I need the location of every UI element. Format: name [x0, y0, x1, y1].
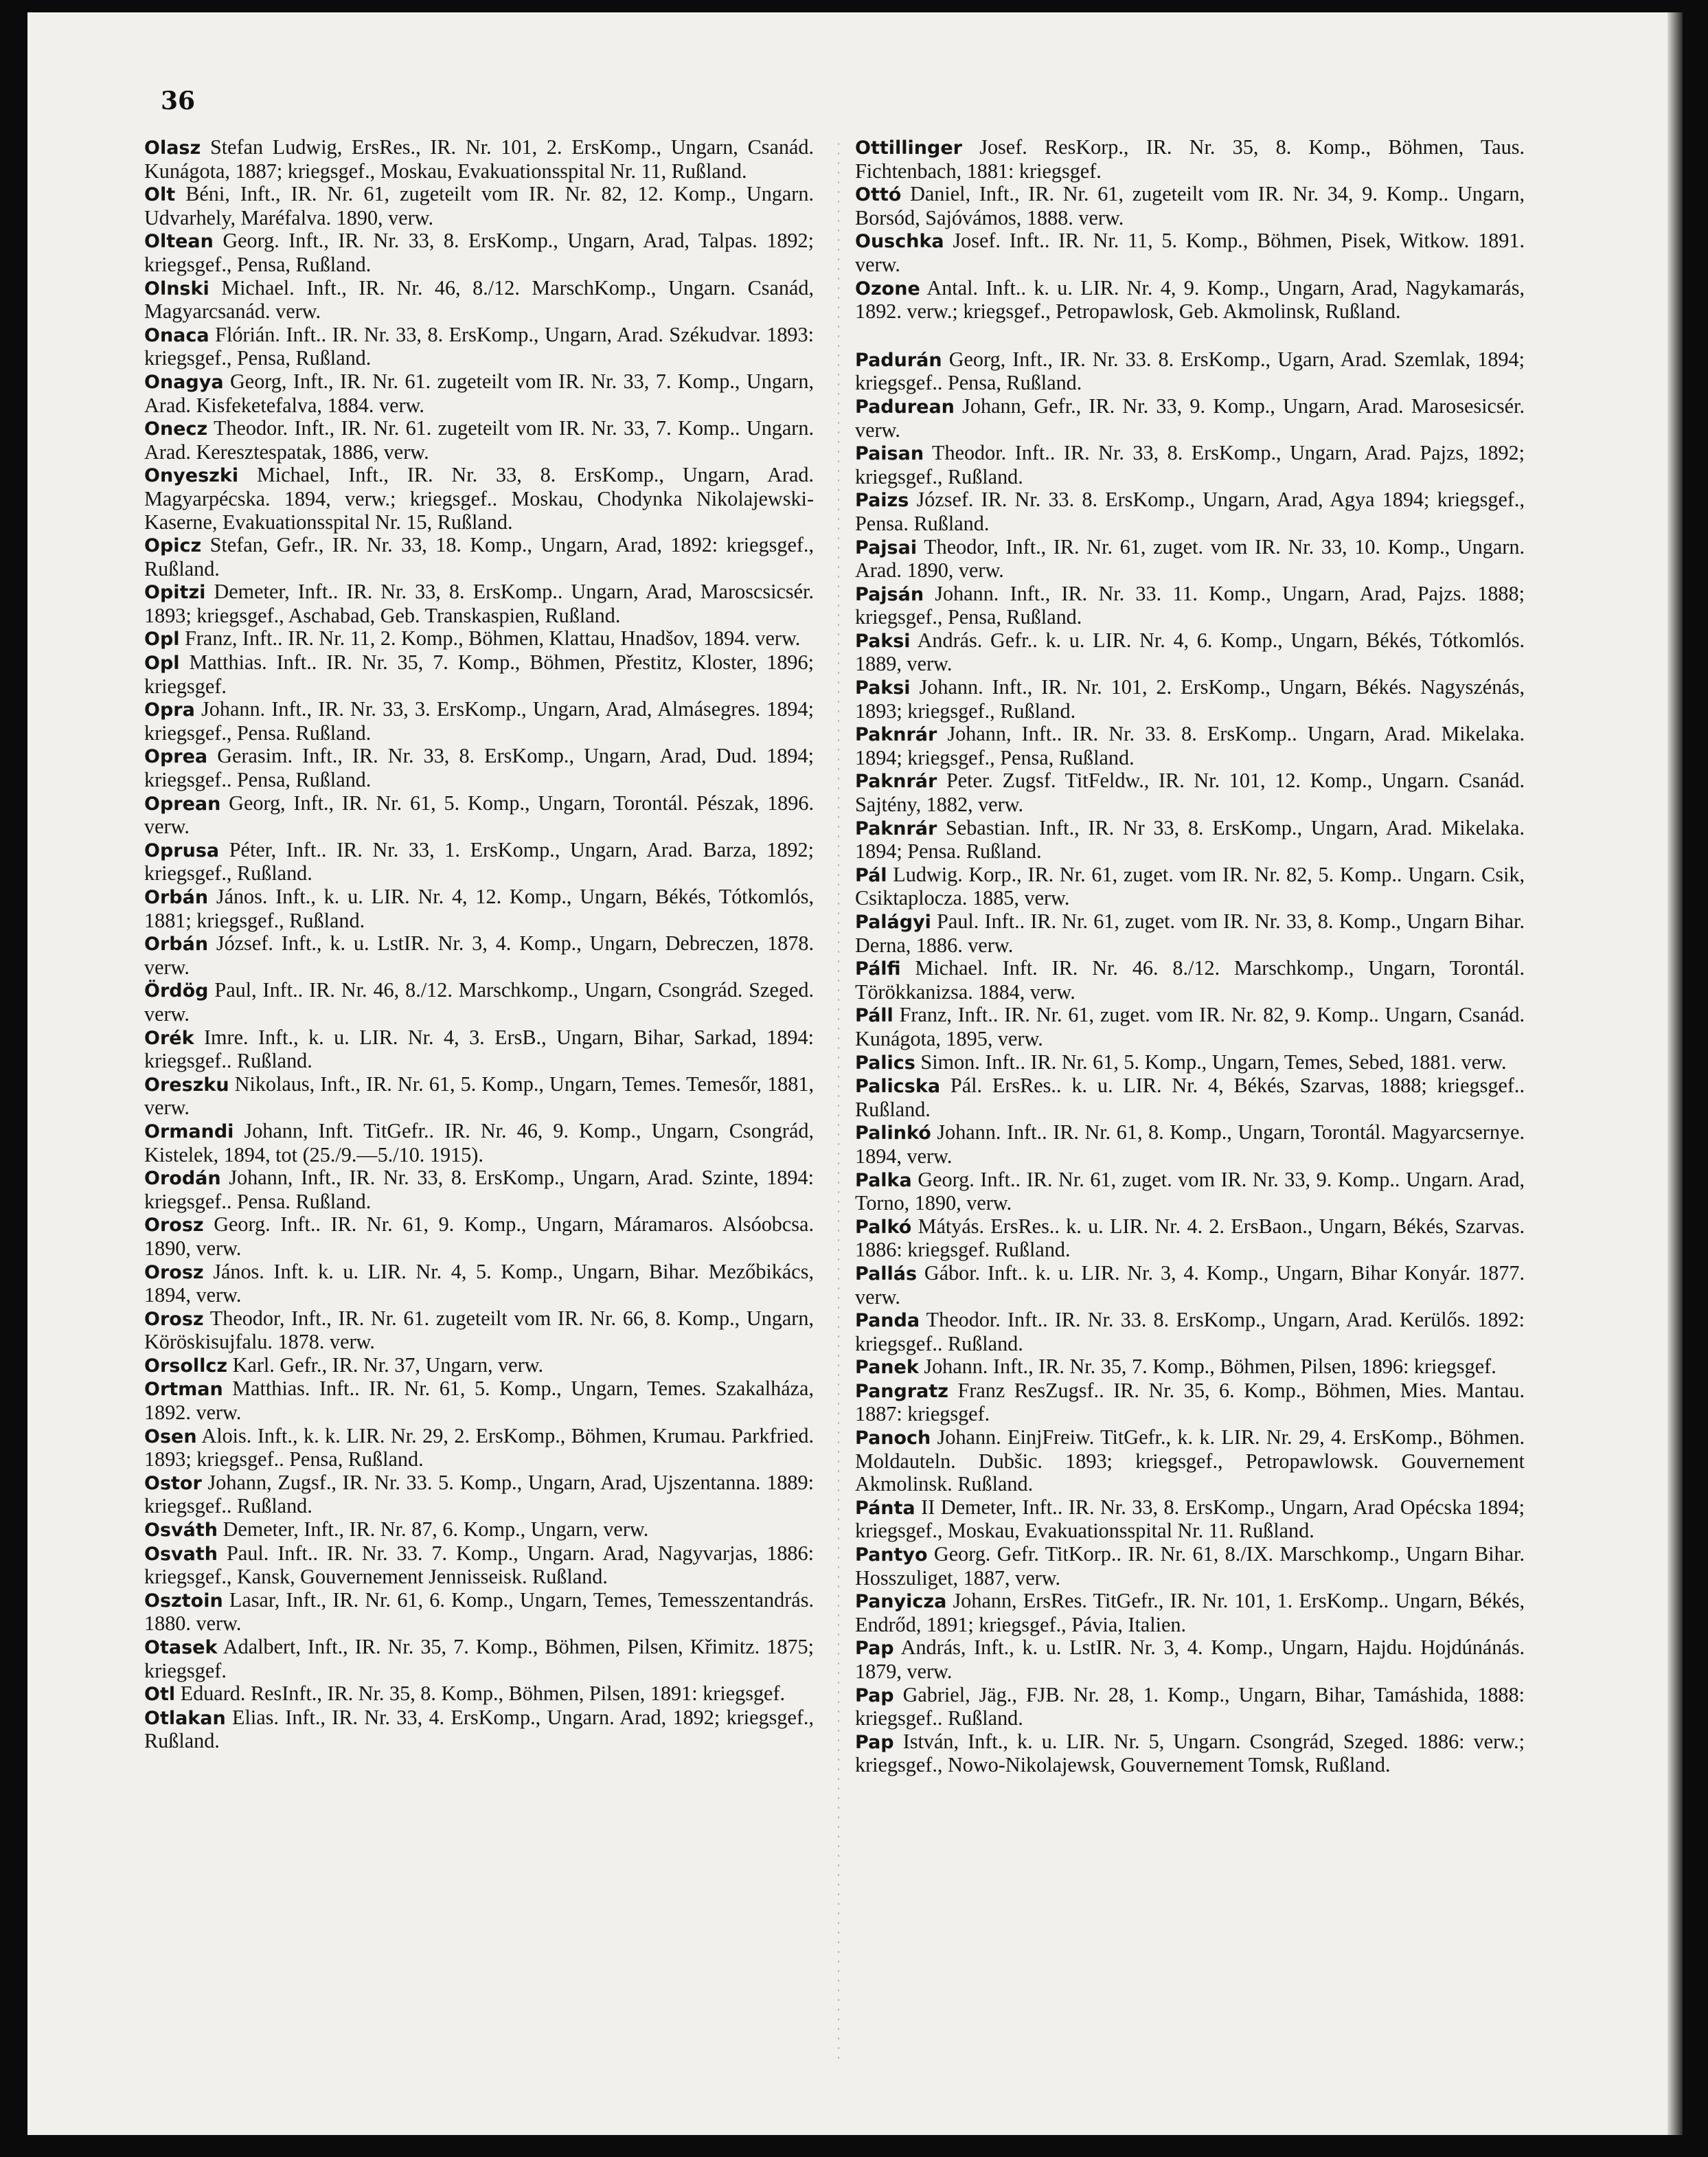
entry-details: Johann, ErsRes. TitGefr., IR. Nr. 101, 1. ErsKomp.. Ungarn, Békés, Endrőd, 1891; kriegsgef., Pávia, Italien. — [855, 1589, 1525, 1636]
entry-details: Theodor. Inft.. IR. Nr. 33. 8. ErsKomp., Ungarn, Arad. Kerülős. 1892: kriegsgef.. Rußland. — [855, 1308, 1525, 1355]
entry-surname: Olasz — [144, 137, 201, 159]
entry-surname: Panyicza — [855, 1591, 947, 1613]
entry-details: Flórián. Inft.. IR. Nr. 33, 8. ErsKomp., Ungarn, Arad. Székudvar. 1893: kriegsgef., Pensa, Rußland. — [144, 322, 814, 370]
register-entry — [144, 136, 814, 183]
register-entry — [144, 932, 814, 979]
entry-details: Michael. Inft. IR. Nr. 46. 8./12. Marschkomp., Ungarn, Torontál. Törökkanizsa. 1884, verw. — [855, 956, 1525, 1004]
entry-details: Imre. Inft., k. u. LIR. Nr. 4, 3. ErsB., Ungarn, Bihar, Sarkad, 1894: kriegsgef.. Rußland. — [144, 1025, 814, 1073]
entry-surname: Oprea — [144, 746, 208, 768]
entry-surname: Orodán — [144, 1168, 221, 1190]
entry-details: Georg, Inft., IR. Nr. 33. 8. ErsKomp., Ugarn, Arad. Szemlak, 1894; kriegsgef.. Pensa, Rußland. — [855, 347, 1525, 395]
entry-details: József. Inft., k. u. LstIR. Nr. 3, 4. Komp., Ungarn, Debreczen, 1878. verw. — [144, 931, 814, 979]
entry-surname: Otl — [144, 1684, 176, 1706]
entry-details: Georg. Gefr. TitKorp.. IR. Nr. 61, 8./IX. Marschkomp., Ungarn Bihar. Hosszuliget, 1887, verw. — [855, 1542, 1525, 1590]
register-entry — [855, 583, 1525, 629]
entry-details: Johann. Inft.. IR. Nr. 61, 8. Komp., Ungarn, Torontál. Magyarcsernye. 1894, verw. — [855, 1120, 1525, 1168]
entry-surname: Pálfi — [855, 958, 901, 980]
entry-details: Ludwig. Korp., IR. Nr. 61, zuget. vom IR. Nr. 82, 5. Komp.. Ungarn. Csik, Csiktaploczа. 1885, verw. — [855, 862, 1525, 910]
entry-details: István, Inft., k. u. LIR. Nr. 5, Ungarn. Csongrád, Szeged. 1886: verw.; kriegsgef., Nowo-Nikolajewsk, Gouvernement Tomsk, Rußland. — [855, 1729, 1525, 1777]
entry-surname: Paknrár — [855, 771, 937, 793]
entry-details: Georg. Inft., IR. Nr. 33, 8. ErsKomp., Ungarn, Arad, Talpas. 1892; kriegsgef., Pensa, Rußland. — [144, 229, 814, 276]
entry-details: Karl. Gefr., IR. Nr. 37, Ungarn, verw. — [227, 1353, 544, 1377]
entry-details: Franz ResZugsf.. IR. Nr. 35, 6. Komp., Böhmen, Mies. Mantau. 1887: kriegsgef. — [855, 1378, 1525, 1426]
register-entry — [144, 1377, 814, 1424]
left-column — [144, 136, 814, 1753]
register-entry — [855, 229, 1525, 276]
register-entry — [144, 1636, 814, 1682]
entry-details: Josef. ResKorp., IR. Nr. 35, 8. Komp., Böhmen, Taus. Fichtenbach, 1881: kriegsgef. — [855, 135, 1525, 183]
entry-details: Daniel, Inft., IR. Nr. 61, zugeteilt vom IR. Nr. 34, 9. Komp.. Ungarn, Borsód, Sajóvámos, 1888. verw. — [855, 182, 1525, 229]
entry-details: Johann, Zugsf., IR. Nr. 33. 5. Komp., Ungarn, Arad, Ujszentanna. 1889: kriegsgef.. Rußland. — [144, 1470, 814, 1518]
entry-details: Georg, Inft., IR. Nr. 61, 5. Komp., Ungarn, Torontál. Pészak, 1896. verw. — [144, 791, 814, 839]
register-entry — [855, 1730, 1525, 1777]
register-entry — [855, 1590, 1525, 1636]
register-entry — [855, 1051, 1525, 1075]
entry-details: Pál. ErsRes.. k. u. LIR. Nr. 4, Békés, Szarvas, 1888; kriegsgef.. Rußland. — [855, 1074, 1525, 1121]
entry-details: Georg. Inft.. IR. Nr. 61, 9. Komp., Ungarn, Máramaros. Alsóobcsa. 1890, verw. — [144, 1212, 814, 1260]
entry-details: Johann, Inft.. IR. Nr. 33. 8. ErsKomp.. Ungarn, Arad. Mikelaka. 1894; kriegsgef., Pensa, Rußland. — [855, 722, 1525, 769]
entry-surname: Paksi — [855, 630, 911, 652]
entry-details: Johann. Inft., IR. Nr. 33, 3. ErsKomp., Ungarn, Arad, Almásegres. 1894; kriegsgef., Pensa. Rußland. — [144, 697, 814, 745]
entry-surname: Ottó — [855, 184, 902, 206]
register-entry — [144, 1589, 814, 1636]
entry-surname: Opitzi — [144, 582, 206, 604]
entry-details: András, Inft., k. u. LstIR. Nr. 3, 4. Komp., Ungarn, Hajdu. Hojdúnánás. 1879, verw. — [855, 1636, 1525, 1683]
register-entry — [144, 1706, 814, 1753]
register-entry — [855, 395, 1525, 442]
register-entry — [855, 442, 1525, 488]
entry-details: Elias. Inft., IR. Nr. 33, 4. ErsKomp., Ungarn. Arad, 1892; kriegsgef., Rußland. — [144, 1705, 814, 1753]
entry-surname: Paizs — [855, 490, 909, 512]
entry-details: Theodor, Inft., IR. Nr. 61. zugeteilt vom IR. Nr. 66, 8. Komp., Ungarn, Köröskisujfalu. 1878. verw. — [144, 1306, 814, 1354]
register-entry — [855, 1309, 1525, 1355]
right-column — [855, 136, 1525, 1777]
entry-surname: Osztoin — [144, 1590, 223, 1612]
register-entry — [144, 1166, 814, 1213]
entry-surname: Oprusa — [144, 839, 220, 861]
entry-surname: Orbán — [144, 934, 209, 956]
entry-details: Theodor. Inft., IR. Nr. 61. zugeteilt vom IR. Nr. 33, 7. Komp.. Ungarn. Arad. Keresztespatak, 1886, verw. — [144, 416, 814, 464]
register-entry — [144, 745, 814, 791]
register-entry — [144, 627, 814, 651]
entry-surname: Palka — [855, 1169, 912, 1191]
entry-details: Sebastian. Inft., IR. Nr 33, 8. ErsKomp., Ungarn, Arad. Mikelaka. 1894; Pensa. Rußland. — [855, 815, 1525, 863]
entry-surname: Padurean — [855, 396, 955, 418]
register-entry — [855, 348, 1525, 395]
entry-details: Antal. Inft.. k. u. LIR. Nr. 4, 9. Komp., Ungarn, Arad, Nagykamarás, 1892. verw.; kriegsgef., Petropawlosk, Geb. Akmolinsk, Rußland. — [855, 275, 1525, 324]
entry-details: Franz, Inft.. IR. Nr. 11, 2. Komp., Böhmen, Klattau, Hnadšov, 1894. verw. — [179, 626, 801, 651]
register-entry — [144, 534, 814, 580]
entry-surname: Pangratz — [855, 1380, 948, 1402]
register-entry — [855, 1215, 1525, 1262]
register-entry — [144, 1354, 814, 1378]
entry-surname: Oreszku — [144, 1074, 229, 1096]
register-entry — [144, 1471, 814, 1518]
entry-surname: Oltean — [144, 231, 214, 253]
register-entry — [144, 885, 814, 932]
entry-details: János. Inft. k. u. LIR. Nr. 4, 5. Komp., Ungarn, Bihar. Mezőbikács, 1894, verw. — [144, 1259, 814, 1307]
entry-details: Georg. Inft.. IR. Nr. 61, zuget. vom IR. Nr. 33, 9. Komp.. Ungarn. Arad, Torno, 1890, verw. — [855, 1167, 1525, 1215]
entry-surname: Pánta — [855, 1497, 915, 1519]
entry-surname: Ortman — [144, 1379, 223, 1401]
entry-details: Gerasim. Inft., IR. Nr. 33, 8. ErsKomp., Ungarn, Arad, Dud. 1894; kriegsgef.. Pensa, Rußland. — [144, 744, 814, 792]
entry-surname: Otasek — [144, 1637, 218, 1658]
entry-details: Franz, Inft.. IR. Nr. 61, zuget. vom IR. Nr. 82, 9. Komp.. Ungarn, Csanád. Kunágota, 1895, verw. — [855, 1003, 1525, 1050]
register-entry — [144, 370, 814, 417]
entry-details: Stefan, Gefr., IR. Nr. 33, 18. Komp., Ungarn, Arad, 1892: kriegsgef., Rußland. — [144, 533, 814, 580]
register-entry — [855, 1355, 1525, 1379]
column-divider — [838, 143, 839, 2059]
register-entry — [855, 629, 1525, 676]
register-entry — [144, 580, 814, 627]
register-entry — [855, 488, 1525, 535]
register-entry — [855, 536, 1525, 583]
register-entry — [855, 863, 1525, 910]
entry-surname: Osváth — [144, 1520, 218, 1541]
register-entry — [855, 277, 1525, 324]
register-entry — [144, 1542, 814, 1589]
entry-surname: Ouschka — [855, 231, 944, 253]
entry-surname: Orosz — [144, 1215, 204, 1236]
entry-surname: Panda — [855, 1310, 920, 1332]
register-entry — [855, 1543, 1525, 1590]
entry-details: Béni, Inft., IR. Nr. 61, zugeteilt vom IR. Nr. 82, 12. Komp., Ungarn. Udvarhely, Maréfalva. 1890, verw. — [144, 182, 814, 229]
entry-details: Johann, Inft. TitGefr.. IR. Nr. 46, 9. Komp., Ungarn, Csongrád, Kistelek, 1894, tot (25./9.—5./10. 1915). — [144, 1118, 814, 1166]
register-entry — [855, 1121, 1525, 1168]
register-entry — [855, 183, 1525, 229]
entry-details: Nikolaus, Inft., IR. Nr. 61, 5. Komp., Ungarn, Temes. Temesőr, 1881, verw. — [144, 1072, 814, 1120]
entry-surname: Paknrár — [855, 817, 937, 839]
register-entry — [855, 1684, 1525, 1730]
register-entry — [855, 1004, 1525, 1050]
entry-details: Péter, Inft.. IR. Nr. 33, 1. ErsKomp., Ungarn, Arad. Barza, 1892; kriegsgef., Rußland. — [144, 837, 814, 885]
entry-surname: Palágyi — [855, 912, 931, 933]
register-entry — [855, 1262, 1525, 1309]
register-entry — [855, 1426, 1525, 1496]
entry-surname: Ozone — [855, 278, 920, 300]
page-edge-shadow — [1667, 12, 1683, 2135]
entry-details: Paul. Inft.. IR. Nr. 33. 7. Komp., Ungarn. Arad, Nagyvarjas, 1886: kriegsgef., Kansk, Gouvernement Jennisseisk. Rußland. — [144, 1541, 814, 1589]
entry-details: Georg, Inft., IR. Nr. 61. zugeteilt vom IR. Nr. 33, 7. Komp., Ungarn, Arad. Kisfeketefalva, 1884. verw. — [144, 369, 814, 417]
register-entry — [144, 417, 814, 464]
entry-surname: Paksi — [855, 677, 911, 699]
register-entry — [144, 1682, 814, 1706]
register-entry — [144, 229, 814, 276]
register-page — [27, 12, 1683, 2135]
entry-details: Theodor. Inft.. IR. Nr. 33, 8. ErsKomp., Ungarn, Arad. Pajzs, 1892; kriegsgef., Rußland. — [855, 441, 1525, 488]
entry-details: Johann. EinjFreiw. TitGefr., k. k. LIR. Nr. 29, 4. ErsKomp., Böhmen. Moldauteln. Dubšic. 1893; kriegsgef., Petropawlowsk. Gouvernement Akmolinsk. Rußland. — [855, 1425, 1525, 1496]
entry-surname: Ormandi — [144, 1120, 234, 1142]
entry-details: József. IR. Nr. 33. 8. ErsKomp., Ungarn, Arad, Agya 1894; kriegsgef., Pensa. Rußland. — [855, 488, 1525, 535]
entry-details: Demeter, Inft.. IR. Nr. 33, 8. ErsKomp.. Ungarn, Arad, Maroscsicsér. 1893; kriegsgef., Aschabad, Geb. Transkaspien, Rußland. — [144, 580, 814, 627]
register-entry — [855, 817, 1525, 863]
register-entry — [855, 723, 1525, 769]
register-entry — [855, 1379, 1525, 1426]
entry-details: Johann. Inft., IR. Nr. 101, 2. ErsKomp., Ungarn, Békés. Nagyszénás, 1893; kriegsgef., Rußland. — [855, 675, 1525, 723]
register-entry — [855, 910, 1525, 957]
register-entry — [144, 1026, 814, 1073]
register-entry — [144, 1213, 814, 1260]
entry-details: Simon. Inft.. IR. Nr. 61, 5. Komp., Ungarn, Temes, Sebed, 1881. verw. — [915, 1050, 1507, 1074]
entry-surname: Panoch — [855, 1427, 931, 1449]
entry-surname: Paisan — [855, 443, 924, 465]
entry-surname: Onecz — [144, 418, 208, 440]
register-entry — [144, 979, 814, 1026]
entry-surname: Páll — [855, 1005, 893, 1027]
entry-details: Mátyás. ErsRes.. k. u. LIR. Nr. 4. 2. ErsBaon., Ungarn, Békés, Szarvas. 1886: kriegsgef. Rußland. — [855, 1214, 1525, 1262]
entry-details: Eduard. ResInft., IR. Nr. 35, 8. Komp., Böhmen, Pilsen, 1891: kriegsgef. — [175, 1682, 786, 1706]
page-number: 36 — [161, 87, 196, 115]
entry-details: Johann, Gefr., IR. Nr. 33, 9. Komp., Ungarn, Arad. Marosesicsér. verw. — [855, 394, 1525, 442]
register-entry — [144, 1261, 814, 1307]
entry-surname: Pap — [855, 1684, 894, 1706]
entry-surname: Palkó — [855, 1216, 912, 1238]
entry-surname: Palinkó — [855, 1122, 931, 1144]
entry-surname: Oprean — [144, 793, 221, 815]
entry-details: Johann. Inft., IR. Nr. 35, 7. Komp., Böhmen, Pilsen, 1896: kriegsgef. — [918, 1355, 1496, 1379]
entry-surname: Orék — [144, 1027, 194, 1049]
entry-details: Peter. Zugsf. TitFeldw., IR. Nr. 101, 12. Komp., Ungarn. Csanád. Sajtény, 1882, verw. — [855, 769, 1525, 817]
register-entry — [144, 464, 814, 534]
entry-surname: Padurán — [855, 349, 942, 371]
entry-details: Matthias. Inft.. IR. Nr. 61, 5. Komp., Ungarn, Temes. Szakalháza, 1892. verw. — [144, 1377, 814, 1425]
entry-surname: Osen — [144, 1425, 197, 1447]
register-entry — [144, 183, 814, 229]
entry-surname: Osvath — [144, 1543, 218, 1565]
entry-surname: Otlakan — [144, 1707, 226, 1729]
entry-details: Matthias. Inft.. IR. Nr. 35, 7. Komp., Böhmen, Přestitz, Kloster, 1896; kriegsgef. — [144, 651, 814, 698]
entry-details: Theodor, Inft., IR. Nr. 61, zuget. vom IR. Nr. 33, 10. Komp., Ungarn. Arad. 1890, verw. — [855, 534, 1525, 583]
register-entry — [144, 277, 814, 324]
entry-details: Paul, Inft.. IR. Nr. 46, 8./12. Marschkomp., Ungarn, Csongrád. Szeged. verw. — [144, 978, 814, 1026]
register-entry — [855, 1636, 1525, 1683]
entry-details: Josef. Inft.. IR. Nr. 11, 5. Komp., Böhmen, Pisek, Witkow. 1891. verw. — [855, 229, 1525, 276]
register-entry — [144, 324, 814, 370]
entry-details: Michael. Inft., IR. Nr. 46, 8./12. MarschKomp., Ungarn. Csanád, Magyarcsanád. verw. — [144, 275, 814, 324]
entry-surname: Palics — [855, 1052, 915, 1074]
entry-surname: Orosz — [144, 1261, 204, 1283]
entry-surname: Orsollcz — [144, 1355, 228, 1377]
entry-details: Johann. Inft., IR. Nr. 33. 11. Komp., Ungarn, Arad, Pajzs. 1888; kriegsgef., Pensa, Rußland. — [855, 581, 1525, 629]
register-entry — [144, 1518, 814, 1542]
entry-surname: Opl — [144, 629, 180, 651]
entry-details: Gabriel, Jäg., FJB. Nr. 28, 1. Komp., Ungarn, Bihar, Tamáshida, 1888: kriegsgef.. Rußland. — [855, 1682, 1525, 1730]
entry-surname: Onagya — [144, 371, 224, 393]
register-entry — [144, 792, 814, 839]
entry-surname: Pallás — [855, 1263, 918, 1285]
register-entry — [855, 676, 1525, 723]
entry-details: Stefan Ludwig, ErsRes., IR. Nr. 101, 2. ErsKomp., Ungarn, Csanád. Kunágota, 1887; kriegsgef., Moskau, Evakuationsspital Nr. 11, Rußland. — [144, 135, 814, 183]
entry-details: András. Gefr.. k. u. LIR. Nr. 4, 6. Komp., Ungarn, Békés, Tótkomlós. 1889, verw. — [855, 628, 1525, 676]
entry-surname: Olnski — [144, 278, 209, 300]
entry-details: Alois. Inft., k. k. LIR. Nr. 29, 2. ErsKomp., Böhmen, Krumau. Parkfried. 1893; kriegsgef.. Pensa, Rußland. — [144, 1423, 814, 1471]
entry-details: Lasar, Inft., IR. Nr. 61, 6. Komp., Ungarn, Temes, Temesszentandrás. 1880. verw. — [144, 1588, 814, 1636]
entry-details: Demeter, Inft., IR. Nr. 87, 6. Komp., Ungarn, verw. — [217, 1517, 649, 1541]
register-entry — [144, 1120, 814, 1166]
entry-details: Michael, Inft., IR. Nr. 33, 8. ErsKomp., Ungarn, Arad. Magyarpécska. 1894, verw.; kriegsgef.. Moskau, Chodynka Nikolajewski-Kaserne, Evakuationsspital Nr. 15, Rußland. — [144, 463, 814, 534]
register-entry — [855, 957, 1525, 1004]
register-entry — [855, 1074, 1525, 1121]
entry-surname: Orosz — [144, 1308, 204, 1330]
entry-details: Adalbert, Inft., IR. Nr. 35, 7. Komp., Böhmen, Pilsen, Křimitz. 1875; kriegsgef. — [144, 1635, 814, 1682]
register-entry — [144, 1073, 814, 1120]
entry-surname: Opra — [144, 699, 195, 721]
entry-surname: Pál — [855, 864, 887, 886]
entry-surname: Pantyo — [855, 1544, 928, 1566]
register-entry — [144, 698, 814, 745]
entry-surname: Opicz — [144, 535, 202, 557]
entry-details: Gábor. Inft.. k. u. LIR. Nr. 3, 4. Komp., Ungarn, Bihar Konyár. 1877. verw. — [855, 1261, 1525, 1309]
entry-details: II Demeter, Inft.. IR. Nr. 33, 8. ErsKomp., Ungarn, Arad Opécska 1894; kriegsgef., Moskau, Evakuationsspital Nr. 11. Rußland. — [855, 1495, 1525, 1543]
entry-surname: Orbán — [144, 887, 209, 908]
entry-surname: Pajsán — [855, 583, 924, 605]
entry-surname: Ottillinger — [855, 137, 962, 159]
entry-surname: Paknrár — [855, 724, 937, 746]
register-entry — [144, 839, 814, 885]
entry-details: Paul. Inft.. IR. Nr. 61, zuget. vom IR. Nr. 33, 8. Komp., Ungarn Bihar. Derna, 1886. verw. — [855, 910, 1525, 957]
register-entry — [855, 769, 1525, 816]
entry-surname: Pap — [855, 1731, 894, 1753]
register-entry — [855, 1168, 1525, 1215]
entry-details: Johann, Inft., IR. Nr. 33, 8. ErsKomp., Ungarn, Arad. Szinte, 1894: kriegsgef.. Pensa. Rußland. — [144, 1166, 814, 1213]
entry-surname: Pap — [855, 1638, 894, 1660]
register-entry — [144, 651, 814, 698]
register-entry — [144, 1425, 814, 1471]
entry-surname: Panek — [855, 1357, 919, 1379]
register-entry — [855, 1496, 1525, 1543]
entry-surname: Olt — [144, 184, 176, 206]
entry-details: János. Inft., k. u. LIR. Nr. 4, 12. Komp., Ungarn, Békés, Tótkomlós, 1881; kriegsgef., Rußland. — [144, 885, 814, 932]
entry-surname: Opl — [144, 653, 180, 675]
entry-surname: Ördög — [144, 980, 209, 1002]
register-entry — [144, 1307, 814, 1354]
entry-surname: Palicska — [855, 1076, 941, 1098]
entry-surname: Onaca — [144, 324, 209, 346]
entry-surname: Ostor — [144, 1472, 202, 1494]
entry-surname: Pajsai — [855, 537, 918, 558]
register-entry — [855, 136, 1525, 183]
entry-surname: Onyeszki — [144, 465, 239, 487]
